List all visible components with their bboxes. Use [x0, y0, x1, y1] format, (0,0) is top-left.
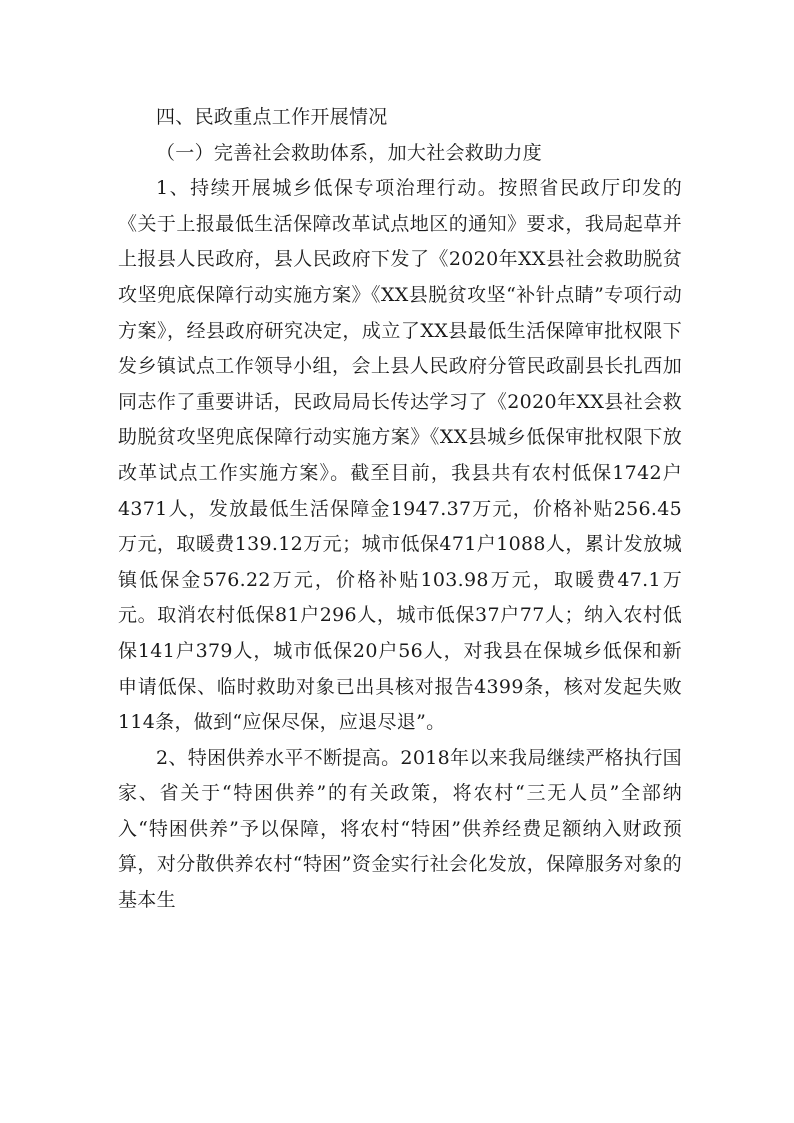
subsection-heading: （一）完善社会救助体系，加大社会救助力度 [156, 141, 543, 164]
paragraph-special-support: 2、特困供养水平不断提高。2018年以来我局继续严格执行国家、省关于“特困供养”的有关政策，将农村“三无人员”全部纳入“特困供养”予以保障，将农村“特困”供养经费足额纳入财政预算，对分散供养农村“特困”资金实行社会化发放，保障服务对象的基本生 [118, 746, 682, 912]
section-heading: 四、民政重点工作开展情况 [156, 106, 388, 128]
document-body [118, 100, 682, 919]
paragraph-low-income-governance: 1、持续开展城乡低保专项治理行动。按照省民政厅印发的《关于上报最低生活保障改革试点地区的通知》要求，我局起草并上报县人民政府，县人民政府下发了《2020年XX县社会救助脱贫攻坚兜底保障行动实施方案》《XX县脱贫攻坚“补针点睛”专项行动方案》，经县政府研究决定，成立了XX县最低生活保障审批权限下发乡镇试点工作领导小组，会上县人民政府分管民政副县长扎西加同志作了重要讲话，民政局局长传达学习了《2020年XX县社会救助脱贫攻坚兜底保障行动实施方案》《XX县城乡低保审批权限下放改革试点工作实施方案》。截至目前，我县共有农村低保1742户4371人，发放最低生活保障金1947.37万元，价格补贴256.45万元，取暖费139.12万元；城市低保471户1088人，累计发放城镇低保金576.22万元，价格补贴103.98万元，取暖费47.1万元。取消农村低保81户296人，城市低保37户77人；纳入农村低保141户379人，城市低保20户56人，对我县在保城乡低保和新申请低保、临时救助对象已出具核对报告4399条，核对发起失败114条，做到“应保尽保，应退尽退”。 [118, 177, 682, 734]
